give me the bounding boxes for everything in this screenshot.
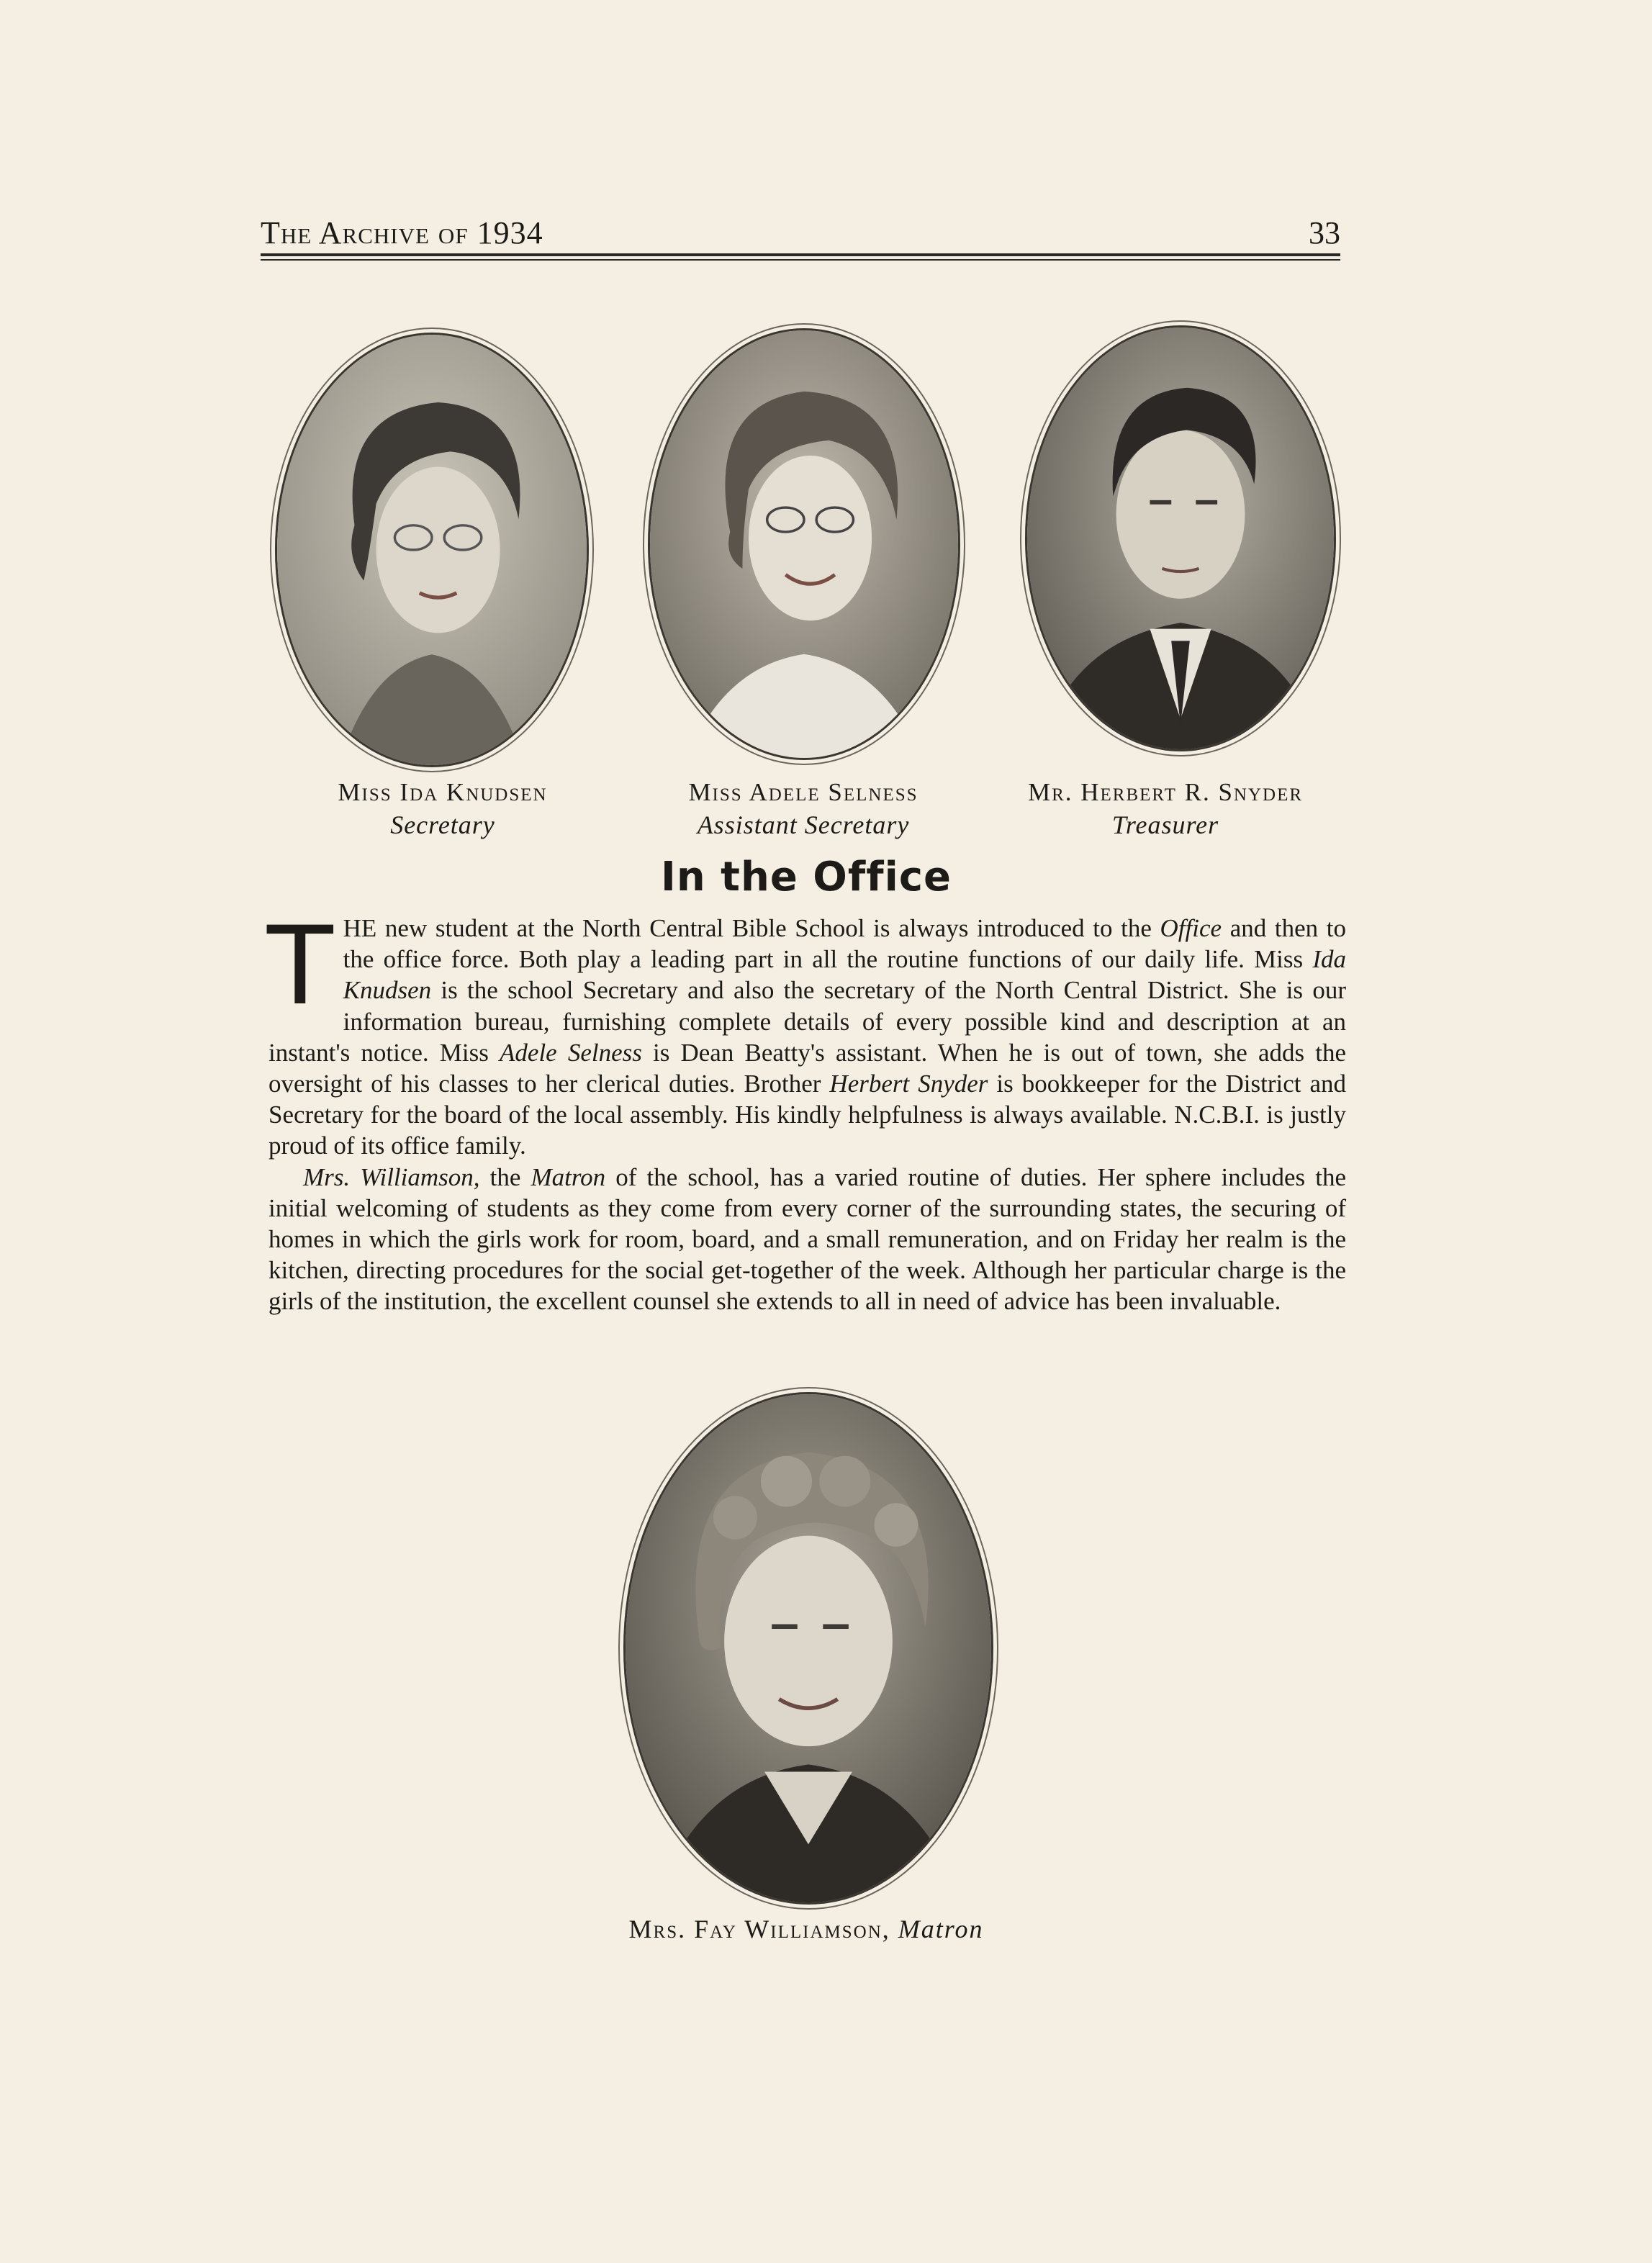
- article-paragraph: THE new student at the North Central Bible School is always introduced to the Office and then to the office force. Both play a leading part in all the routine functions of our daily life. Miss Ida Knudsen is the school Secretary and also the secretary of the North Central District. She is our information bureau, furnishing complete details of every possible kind and description at an instant's notice. Miss Adele Selness is Dean Beatty's assistant. When he is out of town, she adds the oversight of his classes to her clerical duties. Brother Herbert Snyder is bookkeeper for the District and Secretary for the board of the local assembly. His kindly helpfulness is always available. N.C.B.I. is justly proud of its office family.: [267, 904, 1346, 1160]
- person-role: Secretary: [390, 810, 495, 839]
- caption-williamson: [446, 1912, 1166, 1946]
- person-role: Matron: [898, 1915, 984, 1943]
- portrait-photo-snyder: [1025, 325, 1336, 751]
- section-title: In the Office: [660, 854, 952, 900]
- person-name: Mrs. Fay Williamson,: [628, 1915, 890, 1943]
- person-role: Assistant Secretary: [697, 810, 910, 839]
- portrait-photo-selness: [648, 328, 960, 760]
- person-name: Mr. Herbert R. Snyder: [1027, 778, 1304, 806]
- caption-snyder: [971, 776, 1360, 841]
- header-rule: [261, 253, 1340, 256]
- caption-selness: [609, 776, 998, 841]
- person-name: Miss Adele Selness: [688, 778, 918, 806]
- article-paragraph: Mrs. Williamson, the Matron of the school, has a varied routine of duties. Her sphere includes the initial welcoming of students as they come from every corner of the surrounding states, the securing of homes in which the girls work for room, board, and a small remuneration, and on Friday her realm is the kitchen, directing procedures for the social get-together of the week. Although her particular charge is the girls of the institution, the excellent counsel she extends to all in need of advice has been invaluable.: [268, 1162, 1346, 1316]
- header-rule-thin: [261, 259, 1340, 261]
- drop-cap: T: [267, 904, 333, 1029]
- portrait-photo-williamson: [623, 1392, 993, 1905]
- running-title: The Archive of 1934: [261, 215, 543, 250]
- caption-knudsen: [248, 776, 637, 841]
- person-name: Miss Ida Knudsen: [338, 778, 548, 806]
- running-header: [261, 214, 1340, 258]
- portrait-photo-knudsen: [275, 333, 589, 767]
- person-role: Treasurer: [1111, 810, 1219, 839]
- article-body: [267, 904, 1346, 1317]
- page-number: 33: [1309, 215, 1340, 250]
